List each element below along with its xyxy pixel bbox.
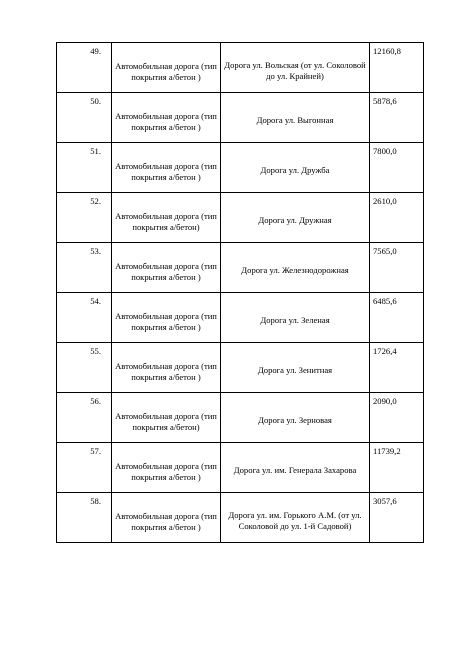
area-value: 11739,2	[373, 446, 401, 456]
object-type: Автомобильная дорога (тип покрытия а/бетон )	[115, 310, 217, 332]
object-type-cell	[112, 93, 221, 143]
object-type: Автомобильная дорога (тип покрытия а/бетон )	[115, 60, 217, 82]
road-name-cell	[221, 43, 370, 93]
row-number-cell	[57, 393, 112, 443]
roads-table	[56, 42, 424, 543]
area-value-cell	[370, 93, 424, 143]
table-row	[57, 193, 424, 243]
table-row	[57, 143, 424, 193]
road-name: Дорога ул. Зенитная	[257, 365, 333, 375]
row-number-cell	[57, 243, 112, 293]
table-row	[57, 493, 424, 543]
table-row	[57, 443, 424, 493]
object-type-cell	[112, 443, 221, 493]
area-value: 2610,0	[373, 196, 397, 206]
row-number: 50.	[90, 96, 101, 106]
row-number: 51.	[90, 146, 101, 156]
area-value: 5878,6	[373, 96, 397, 106]
area-value-cell	[370, 493, 424, 543]
area-value-cell	[370, 293, 424, 343]
row-number: 58.	[90, 496, 101, 506]
road-name-cell	[221, 143, 370, 193]
road-name: Дорога ул. Вольская (от ул. Соколовой до ул. Крайней)	[224, 59, 366, 81]
road-name-cell	[221, 393, 370, 443]
road-name-cell	[221, 243, 370, 293]
object-type-cell	[112, 193, 221, 243]
road-name: Дорога ул. им. Генерала Захарова	[233, 465, 357, 475]
object-type: Автомобильная дорога (тип покрытия а/бетон)	[115, 410, 217, 432]
object-type-cell	[112, 393, 221, 443]
area-value: 6485,6	[373, 296, 397, 306]
road-name: Дорога ул. Дружная	[258, 215, 332, 225]
area-value-cell	[370, 143, 424, 193]
area-value: 3057,6	[373, 496, 397, 506]
roads-table-body	[57, 43, 424, 543]
area-value-cell	[370, 393, 424, 443]
row-number: 54.	[90, 296, 101, 306]
row-number: 53.	[90, 246, 101, 256]
row-number-cell	[57, 143, 112, 193]
area-value: 2090,0	[373, 396, 397, 406]
area-value: 7565,0	[373, 246, 397, 256]
area-value: 1726,4	[373, 346, 397, 356]
road-name: Дорога ул. Зерновая	[258, 415, 332, 425]
object-type: Автомобильная дорога (тип покрытия а/бетон )	[115, 460, 217, 482]
road-name-cell	[221, 293, 370, 343]
table-row	[57, 93, 424, 143]
object-type: Автомобильная дорога (тип покрытия а/бетон )	[115, 160, 217, 182]
object-type: Автомобильная дорога (тип покрытия а/бетон )	[115, 510, 217, 532]
area-value-cell	[370, 443, 424, 493]
row-number-cell	[57, 493, 112, 543]
row-number-cell	[57, 343, 112, 393]
row-number-cell	[57, 93, 112, 143]
road-name-cell	[221, 193, 370, 243]
area-value-cell	[370, 243, 424, 293]
row-number: 57.	[90, 446, 101, 456]
area-value-cell	[370, 193, 424, 243]
road-name-cell	[221, 493, 370, 543]
row-number: 52.	[90, 196, 101, 206]
object-type: Автомобильная дорога (тип покрытия а/бетон )	[115, 260, 217, 282]
object-type-cell	[112, 43, 221, 93]
area-value-cell	[370, 343, 424, 393]
row-number: 55.	[90, 346, 101, 356]
road-name: Дорога ул. Выгонная	[256, 115, 334, 125]
row-number-cell	[57, 193, 112, 243]
object-type-cell	[112, 293, 221, 343]
road-name: Дорога ул. им. Горького А.М. (от ул. Соколовой до ул. 1-й Садовой)	[228, 509, 362, 531]
area-value-cell	[370, 43, 424, 93]
object-type-cell	[112, 343, 221, 393]
table-row	[57, 243, 424, 293]
road-name-cell	[221, 93, 370, 143]
row-number-cell	[57, 443, 112, 493]
table-row	[57, 43, 424, 93]
object-type-cell	[112, 243, 221, 293]
object-type-cell	[112, 493, 221, 543]
area-value: 7800,0	[373, 146, 397, 156]
road-name-cell	[221, 443, 370, 493]
object-type: Автомобильная дорога (тип покрытия а/бетон )	[115, 360, 217, 382]
row-number: 49.	[90, 46, 101, 56]
road-name: Дорога ул. Дружба	[260, 165, 330, 175]
object-type: Автомобильная дорога (тип покрытия а/бетон )	[115, 110, 217, 132]
row-number-cell	[57, 43, 112, 93]
road-name: Дорога ул. Железнодорожная	[241, 265, 349, 275]
area-value: 12160,8	[373, 46, 401, 56]
road-name-cell	[221, 343, 370, 393]
road-name: Дорога ул. Зеленая	[260, 315, 330, 325]
table-row	[57, 293, 424, 343]
object-type: Автомобильная дорога (тип покрытия а/бетон)	[115, 210, 217, 232]
object-type-cell	[112, 143, 221, 193]
table-row	[57, 393, 424, 443]
row-number-cell	[57, 293, 112, 343]
row-number: 56.	[90, 396, 101, 406]
table-row	[57, 343, 424, 393]
